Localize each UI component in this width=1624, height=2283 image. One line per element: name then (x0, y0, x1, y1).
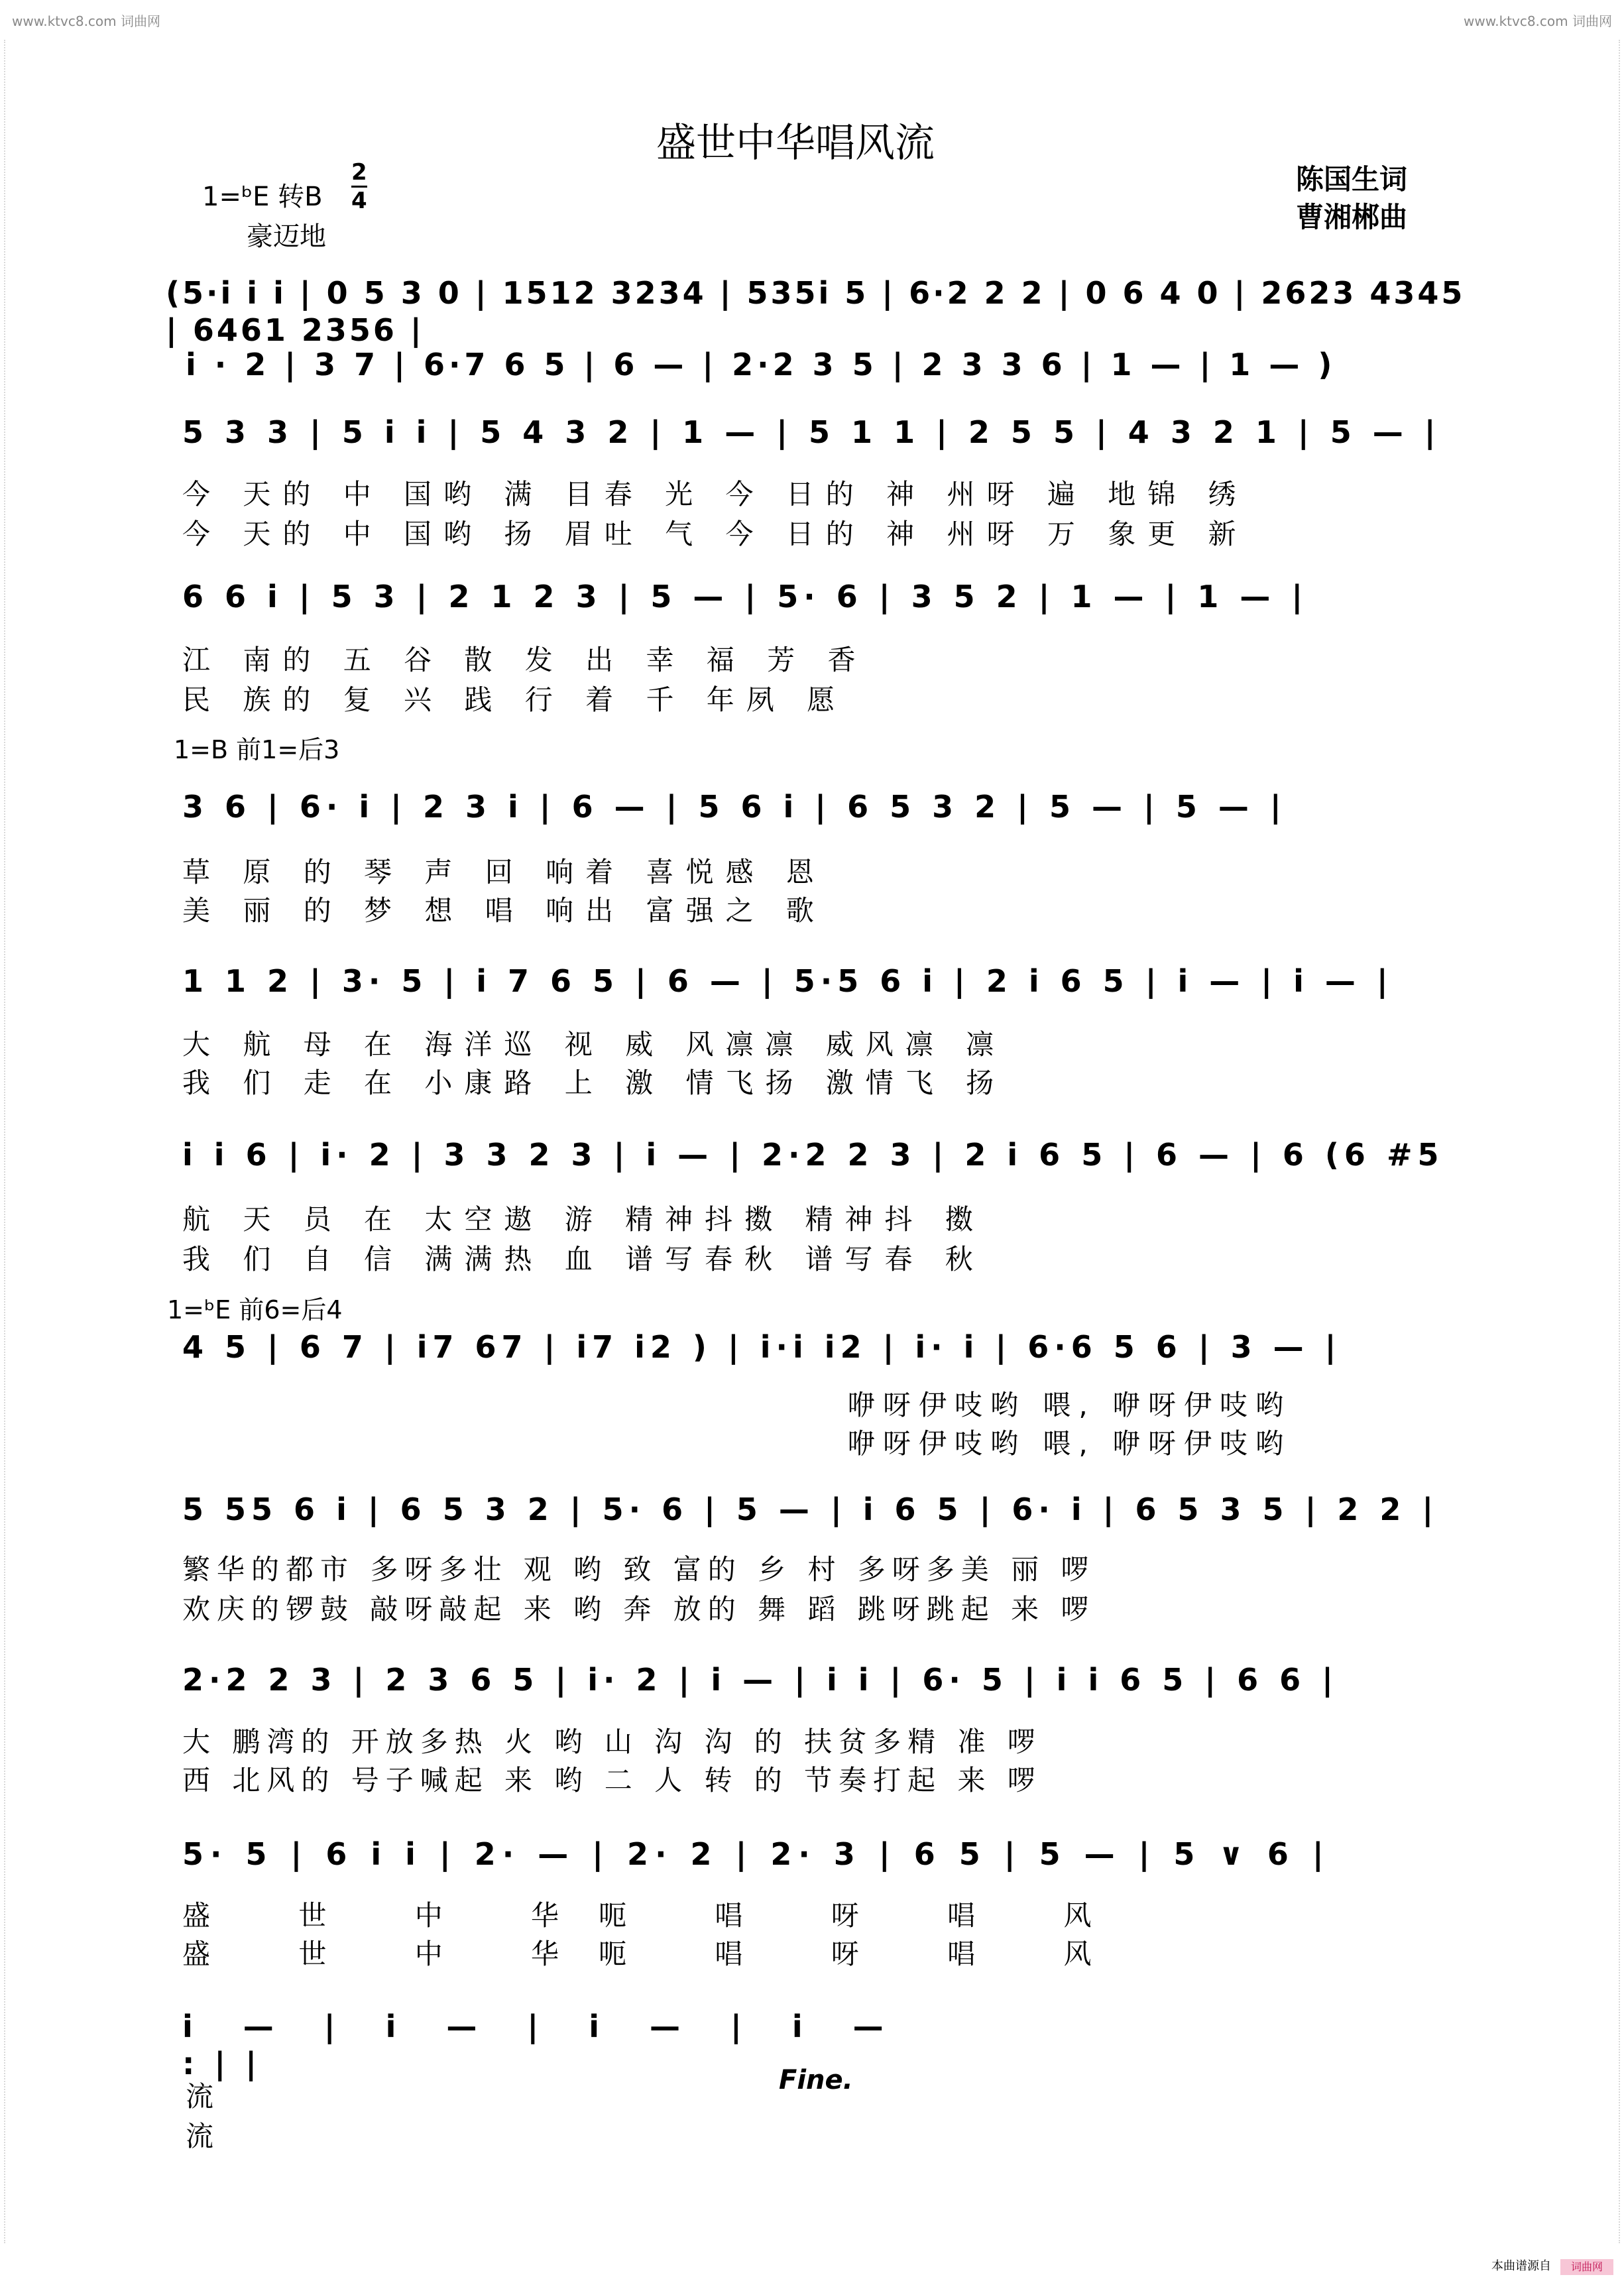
system-3-lyric-verse-1: 今 天的 中 国哟 满 目春 光 今 日的 神 州呀 遍 地锦 绣 (182, 478, 1248, 510)
system-5-notes: 3 6 | 6· i | 2 3 i | 6 — | 5 6 i | 6 5 3 2 | 5 — | 5 — | (182, 789, 1287, 825)
system-6-lyric-verse-1: 大 航 母 在 海洋巡 视 威 风凛凛 威风凛 凛 (182, 1028, 1006, 1061)
system-6-notes: 1 1 2 | 3· 5 | i 7 6 5 | 6 — | 5·5 6 i | 2 i 6 5 | i — | i — | (182, 963, 1393, 999)
system-4-notes: 6 6 i | 5 3 | 2 1 2 3 | 5 — | 5· 6 | 3 5 2 | 1 — | 1 — | (182, 579, 1308, 615)
system-4 (0, 575, 1624, 622)
system-4-lyrics (0, 642, 1624, 679)
system-7-notes: i i 6 | i· 2 | 3 3 2 3 | i — | 2·2 2 3 | 2 i 6 5 | 6 — | 6 (6 #5 (182, 1137, 1444, 1173)
system-8-lyric-verse-1: 咿呀伊吱哟 喂, 咿呀伊吱哟 (847, 1389, 1292, 1421)
system-1-notes: (5·i i i | 0 5 3 0 | 1512 3234 | 535i 5 | 6·2 2 2 | 0 6 4 0 | 2623 4345 | 6461 2356 | (166, 275, 1466, 348)
modulation-2: 1=ᵇE 前6=后4 (167, 1295, 343, 1324)
composer-credit: 曹湘郴曲 (1296, 201, 1408, 233)
system-6 (0, 960, 1624, 1006)
system-3-notes: 5 3 3 | 5 i i | 5 4 3 2 | 1 — | 5 1 1 | 2 5 5 | 4 3 2 1 | 5 — | (182, 414, 1441, 450)
system-11-lyrics-2 (0, 1936, 1624, 1973)
system-8-lyrics (0, 1387, 1624, 1424)
system-10-lyric-verse-1: 大 鹏湾的 开放多热 火 哟 山 沟 沟 的 扶贫多精 准 啰 (182, 1726, 1042, 1758)
system-3-lyrics-2 (0, 516, 1624, 553)
time-signature-bottom: 4 (351, 188, 367, 214)
system-7-lyrics-2 (0, 1241, 1624, 1278)
system-12-lyrics-2 (0, 2118, 1624, 2155)
system-10-lyrics (0, 1724, 1624, 1761)
system-8 (0, 1326, 1624, 1372)
time-signature-top: 2 (351, 159, 367, 188)
system-10 (0, 1659, 1624, 1705)
lyricist-credit: 陈国生词 (1296, 163, 1408, 196)
system-5-lyrics-2 (0, 892, 1624, 929)
system-9 (0, 1488, 1624, 1535)
watermark-left: www.ktvc8.com 词曲网 (12, 13, 161, 29)
system-6-lyric-verse-2: 我 们 走 在 小康路 上 激 情飞扬 激情飞 扬 (182, 1067, 1006, 1099)
system-4-lyric-verse-1: 江 南的 五 谷 散 发 出 幸 福 芳 香 (182, 644, 868, 676)
system-1 (0, 272, 1624, 348)
system-11-notes: 5· 5 | 6 i i | 2· — | 2· 2 | 2· 3 | 6 5 | 5 — | 5 ∨ 6 | (182, 1836, 1330, 1872)
system-11-lyrics (0, 1897, 1624, 1934)
footer-source: 本曲谱源自 (1491, 2259, 1551, 2273)
system-5-lyric-verse-1: 草 原 的 琴 声 回 响着 喜悦感 恩 (182, 856, 826, 888)
tempo-marking: 豪迈地 (247, 221, 326, 252)
system-5 (0, 786, 1624, 832)
modulation-1: 1=B 前1=后3 (174, 735, 340, 764)
system-7-lyric-verse-1: 航 天 员 在 太空遨 游 精神抖擞 精神抖 擞 (182, 1203, 985, 1236)
system-11 (0, 1833, 1624, 1879)
system-10-lyric-verse-2: 西 北风的 号子喊起 来 哟 二 人 转 的 节奏打起 来 啰 (182, 1764, 1042, 1796)
system-9-notes: 5 55 6 i | 6 5 3 2 | 5· 6 | 5 — | i 6 5 | 6· i | 6 5 3 5 | 2 2 | (182, 1492, 1439, 1527)
system-9-lyrics (0, 1551, 1624, 1588)
system-12-lyric-verse-2: 流 (186, 2120, 214, 2152)
system-2-notes: i · 2 | 3 7 | 6·7 6 5 | 6 — | 2·2 3 5 | 2 3 3 6 | 1 — | 1 — ) (186, 347, 1336, 382)
fine-marking: Fine. (779, 2065, 853, 2095)
system-7-lyrics (0, 1201, 1624, 1238)
key-signature: 1=ᵇE 转B (202, 182, 323, 212)
footer-badge: 词曲网 (1560, 2259, 1613, 2275)
system-2 (0, 343, 1624, 390)
system-4-lyric-verse-2: 民 族的 复 兴 践 行 着 千 年夙 愿 (182, 683, 847, 716)
system-8-lyrics-2 (0, 1425, 1624, 1462)
system-3-lyrics (0, 476, 1624, 513)
watermark-right: www.ktvc8.com 词曲网 (1463, 13, 1612, 29)
system-7 (0, 1134, 1624, 1180)
system-9-lyric-verse-2: 欢庆的锣鼓 敲呀敲起 来 哟 奔 放的 舞 蹈 跳呀跳起 来 啰 (182, 1593, 1096, 1625)
system-10-lyrics-2 (0, 1762, 1624, 1799)
system-7-lyric-verse-2: 我 们 自 信 满满热 血 谱写春秋 谱写春 秋 (182, 1243, 985, 1275)
system-5-lyrics (0, 854, 1624, 891)
song-title: 盛世中华唱风流 (656, 120, 935, 166)
system-12-notes: i — | i — | i — | i — :|| (182, 2009, 903, 2081)
time-signature (351, 159, 367, 214)
system-8-lyric-verse-2: 咿呀伊吱哟 喂, 咿呀伊吱哟 (847, 1427, 1292, 1460)
system-10-notes: 2·2 2 3 | 2 3 6 5 | i· 2 | i — | i i | 6· 5 | i i 6 5 | 6 6 | (182, 1662, 1338, 1698)
system-11-lyric-verse-1: 盛 世 中 华呃 唱 呀 唱 风 (182, 1899, 1131, 1932)
system-4-lyrics-2 (0, 681, 1624, 719)
system-6-lyrics-2 (0, 1065, 1624, 1102)
system-8-notes: 4 5 | 6 7 | i7 67 | i7 i2 ) | i·i i2 | i· i | 6·6 5 6 | 3 — | (182, 1329, 1342, 1365)
system-12-lyric-verse-1: 流 (186, 2080, 214, 2113)
system-3-lyric-verse-2: 今 天的 中 国哟 扬 眉吐 气 今 日的 神 州呀 万 象更 新 (182, 518, 1248, 550)
system-3 (0, 411, 1624, 457)
system-9-lyrics-2 (0, 1591, 1624, 1628)
system-6-lyrics (0, 1026, 1624, 1063)
system-11-lyric-verse-2: 盛 世 中 华呃 唱 呀 唱 风 (182, 1938, 1131, 1970)
system-9-lyric-verse-1: 繁华的都市 多呀多壮 观 哟 致 富的 乡 村 多呀多美 丽 啰 (182, 1553, 1096, 1586)
system-5-lyric-verse-2: 美 丽 的 梦 想 唱 响出 富强之 歌 (182, 894, 826, 927)
